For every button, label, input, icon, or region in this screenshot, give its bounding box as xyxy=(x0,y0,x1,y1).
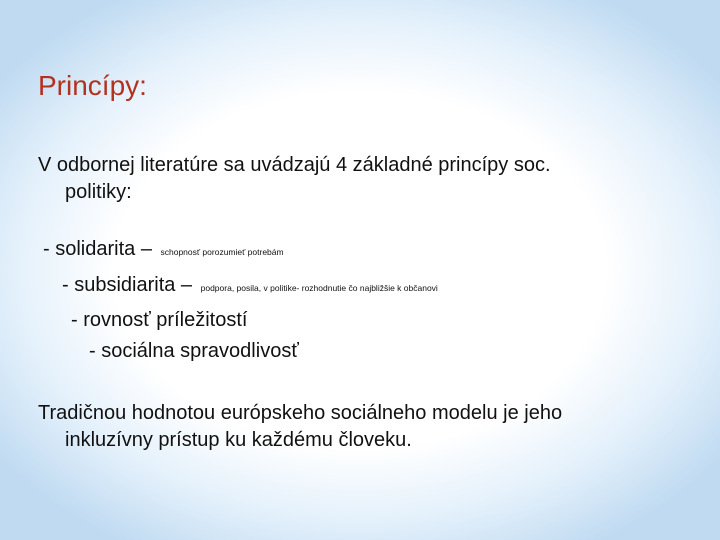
conclusion-line-2: inkluzívny prístup ku každému človeku. xyxy=(65,429,412,451)
conclusion-paragraph xyxy=(38,400,698,454)
principle-solidarity xyxy=(43,237,284,264)
slide-title: Princípy: xyxy=(38,70,147,101)
principle-label: - sociálna spravodlivosť xyxy=(89,340,299,362)
intro-line-1: V odbornej literatúre sa uvádzajú 4 základné princípy soc. xyxy=(38,154,551,176)
intro-line-2: politiky: xyxy=(65,181,132,203)
principle-equal-opportunity xyxy=(71,308,247,332)
principle-note: schopnosť porozumieť potrebám xyxy=(160,247,284,257)
intro-paragraph xyxy=(38,152,698,206)
principle-subsidiarity xyxy=(62,273,438,300)
principle-label: - rovnosť príležitostí xyxy=(71,309,248,331)
principle-social-justice xyxy=(89,339,299,363)
conclusion-line-1: Tradičnou hodnotou európskeho sociálneho modelu je jeho xyxy=(38,402,563,424)
principle-label: - subsidiarita – xyxy=(62,274,198,296)
principle-label: - solidarita – xyxy=(43,238,158,260)
principle-note: podpora, posila, v politike- rozhodnutie čo najbližšie k občanovi xyxy=(200,283,438,293)
